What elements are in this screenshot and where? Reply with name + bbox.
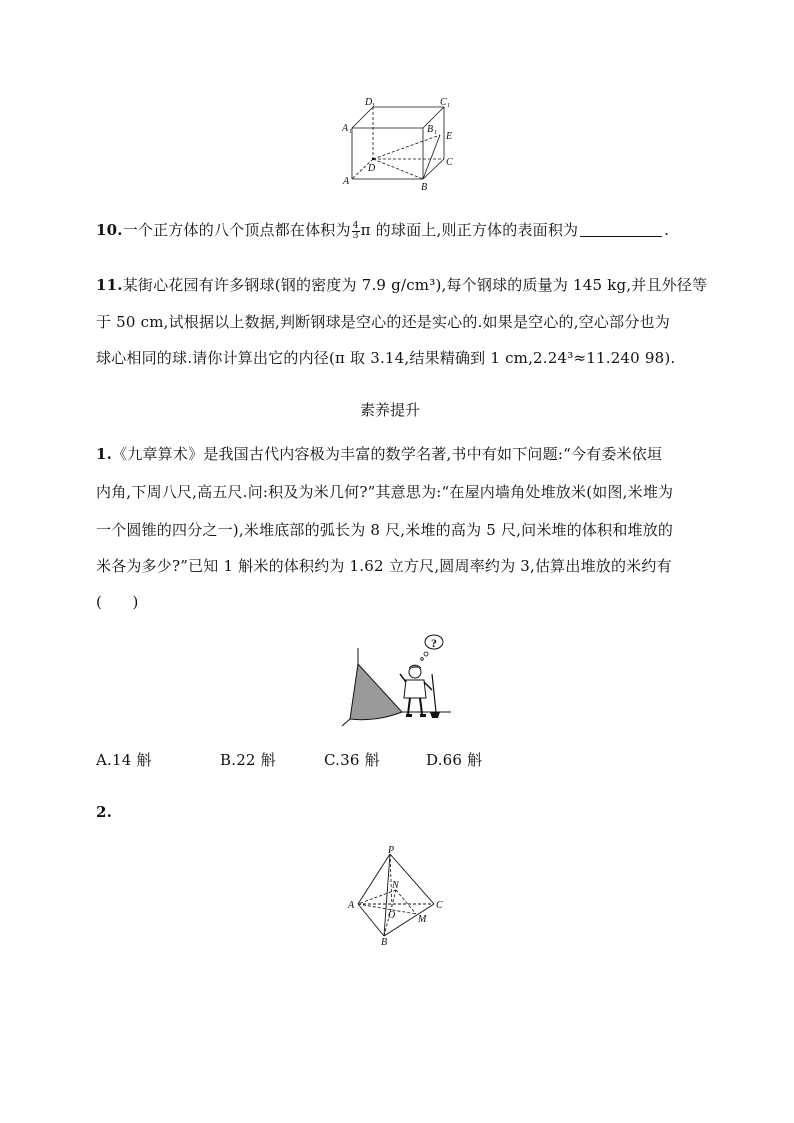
label-M: M	[418, 914, 427, 925]
point-D	[372, 158, 374, 160]
segment-AM	[358, 904, 416, 914]
label-D: D	[368, 163, 376, 174]
label-B1-sub: 1	[434, 130, 437, 136]
question-number: 11.	[96, 276, 123, 294]
label-C1-sub: 1	[447, 103, 450, 109]
label-A: A	[348, 900, 355, 911]
question-text: π 的球面上,则正方体的表面积为	[360, 221, 579, 239]
problem-2-number: 2.	[96, 803, 113, 821]
label-B: B	[381, 937, 388, 946]
rice-heap-shape	[350, 664, 402, 720]
answer-blank[interactable]	[580, 222, 662, 237]
cube-edge	[423, 159, 444, 179]
question-11-line3: 球心相同的球.请你计算出它的内径(π 取 3.14,结果精确到 1 cm,2.24³≈11.240 98).	[96, 349, 676, 367]
problem-1-line4: 米各为多少?”已知 1 斛米的体积约为 1.62 立方尺,圆周率约为 3,估算出堆放的米约有	[96, 557, 672, 575]
problem-1-line2: 内角,下周八尺,高五尺.问:积及为米几何?”其意思为:“在屋内墙角处堆放米(如图,米堆为	[96, 483, 674, 501]
edge-PA	[358, 854, 390, 904]
rice-heap-figure	[336, 630, 456, 730]
cube-edge	[352, 107, 373, 128]
label-C: C	[436, 900, 443, 911]
problem-1-line1: 1.《九章算术》是我国古代内容极为丰富的数学名著,书中有如下问题:“今有委米依垣	[96, 445, 663, 463]
option-c[interactable]: C.36 斛	[324, 751, 380, 769]
problem-1-line3: 一个圆锥的四分之一),米堆底部的弧长为 8 尺,米堆的高为 5 尺,问米堆的体积和堆放的	[96, 521, 674, 539]
label-D1: D	[365, 97, 373, 108]
option-b[interactable]: B.22 斛	[220, 751, 276, 769]
question-number: 10.	[96, 221, 123, 239]
label-P: P	[388, 846, 395, 856]
label-D1-sub: 1	[372, 103, 375, 109]
label-A: A	[343, 176, 350, 187]
label-N: N	[392, 880, 399, 891]
edge-PC	[390, 854, 434, 904]
option-d[interactable]: D.66 斛	[426, 751, 483, 769]
label-C1: C	[440, 97, 447, 108]
question-11-line1: 11.某街心花园有许多钢球(钢的密度为 7.9 g/cm³),每个钢球的质量为 145 kg,并且外径等	[96, 276, 708, 294]
segment-NM	[396, 890, 416, 914]
edge-AB	[358, 904, 384, 936]
question-number: 1.	[96, 445, 113, 463]
label-B: B	[421, 182, 428, 193]
thought-bubble	[421, 635, 443, 660]
label-O: O	[388, 910, 396, 921]
answer-bracket: ( )	[96, 593, 139, 611]
cube-figure	[336, 95, 466, 195]
segment-NA	[358, 890, 396, 904]
section-title: 素养提升	[360, 401, 421, 419]
question-10: 10.一个正方体的八个顶点都在体积为 $\frac{4}{3}$ π 的球面上,则正方体的表面积为 .	[96, 220, 670, 241]
svg-text:?: ?	[431, 636, 437, 650]
person-illustration	[400, 665, 440, 718]
label-E: E	[446, 131, 453, 142]
question-11-line2: 于 50 cm,试根据以上数据,判断钢球是空心的还是实心的.如果是空心的,空心部分也为	[96, 313, 670, 331]
diagonal-DE	[373, 135, 440, 159]
label-A1: A	[342, 123, 349, 134]
question-text: 一个正方体的八个顶点都在体积为	[122, 221, 351, 239]
option-a[interactable]: A.14 斛	[96, 751, 152, 769]
tetrahedron-figure	[344, 846, 454, 946]
fraction: $\frac{4}{3}$	[352, 220, 359, 241]
segment-EB	[423, 135, 440, 179]
label-C: C	[446, 157, 453, 168]
label-A1-sub: 1	[349, 129, 352, 135]
label-B1: B	[427, 124, 434, 135]
diagonal-DB	[373, 159, 423, 179]
